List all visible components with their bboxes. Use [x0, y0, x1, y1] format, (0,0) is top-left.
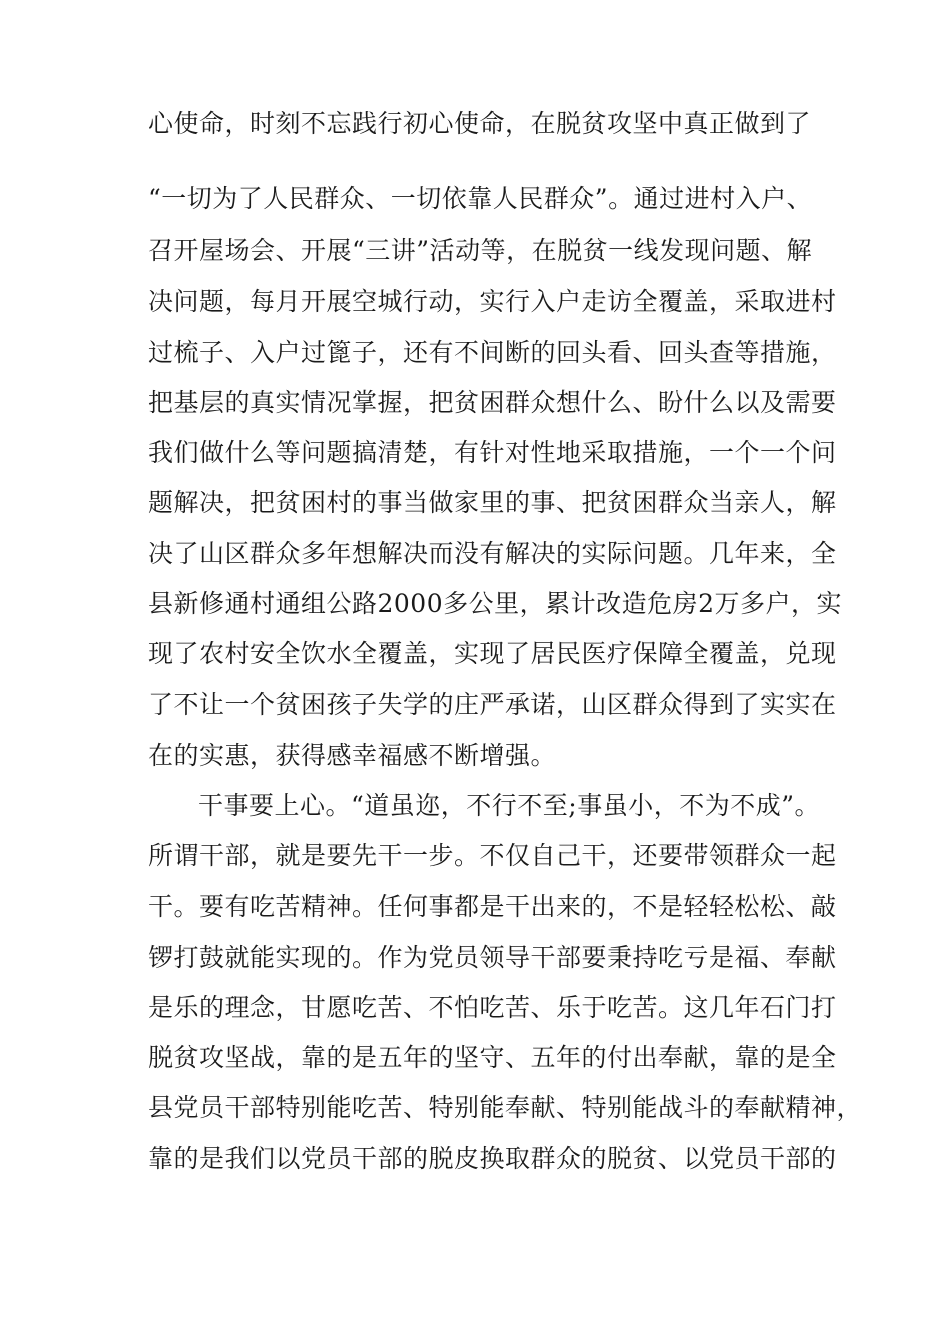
text-line: 把基层的真实情况掌握，把贫困群众想什么、盼什么以及需要 — [148, 388, 837, 417]
text-line: “一切为了人民群众、一切依靠人民群众”。通过进村入户、 — [148, 184, 813, 213]
text-line: 靠的是我们以党员干部的脱皮换取群众的脱贫、以党员干部的 — [148, 1144, 837, 1173]
text-line: 过梳子、入户过篦子，还有不间断的回头看、回头查等措施， — [148, 338, 837, 367]
text-line: 我们做什么等问题搞清楚，有针对性地采取措施，一个一个问 — [148, 438, 837, 467]
text-line: 决了山区群众多年想解决而没有解决的实际问题。几年来，全 — [148, 539, 837, 568]
text-line: 脱贫攻坚战，靠的是五年的坚守、五年的付出奉献，靠的是全 — [148, 1043, 837, 1072]
text-line: 题解决，把贫困村的事当做家里的事、把贫困群众当亲人，解 — [148, 488, 837, 517]
text-line: 现了农村安全饮水全覆盖，实现了居民医疗保障全覆盖，兑现 — [148, 639, 837, 668]
text-line: 干。要有吃苦精神。任何事都是干出来的，不是轻轻松松、敲 — [148, 892, 837, 921]
text-line: 所谓干部，就是要先干一步。不仅自己干，还要带领群众一起 — [148, 841, 837, 870]
text-line: 了不让一个贫困孩子失学的庄严承诺，山区群众得到了实实在 — [148, 690, 837, 719]
text-line: 召开屋场会、开展“三讲”活动等，在脱贫一线发现问题、解 — [148, 236, 813, 265]
text-line: 是乐的理念，甘愿吃苦、不怕吃苦、乐于吃苦。这几年石门打 — [148, 993, 837, 1022]
text-line: 锣打鼓就能实现的。作为党员领导干部要秉持吃亏是福、奉献 — [148, 943, 837, 972]
text-line: 决问题，每月开展空城行动，实行入户走访全覆盖，采取进村 — [148, 287, 837, 316]
text-line: 心使命，时刻不忘践行初心使命，在脱贫攻坚中真正做到了 — [148, 109, 812, 138]
text-line: 县新修通村通组公路2000多公里，累计改造危房2万多户，实 — [148, 589, 843, 618]
text-line: 县党员干部特别能吃苦、特别能奉献、特别能战斗的奉献精神， — [148, 1093, 863, 1122]
text-line: 在的实惠，获得感幸福感不断增强。 — [148, 741, 557, 770]
text-line: 干事要上心。“道虽迩，不行不至;事虽小，不为不成”。 — [198, 791, 820, 820]
